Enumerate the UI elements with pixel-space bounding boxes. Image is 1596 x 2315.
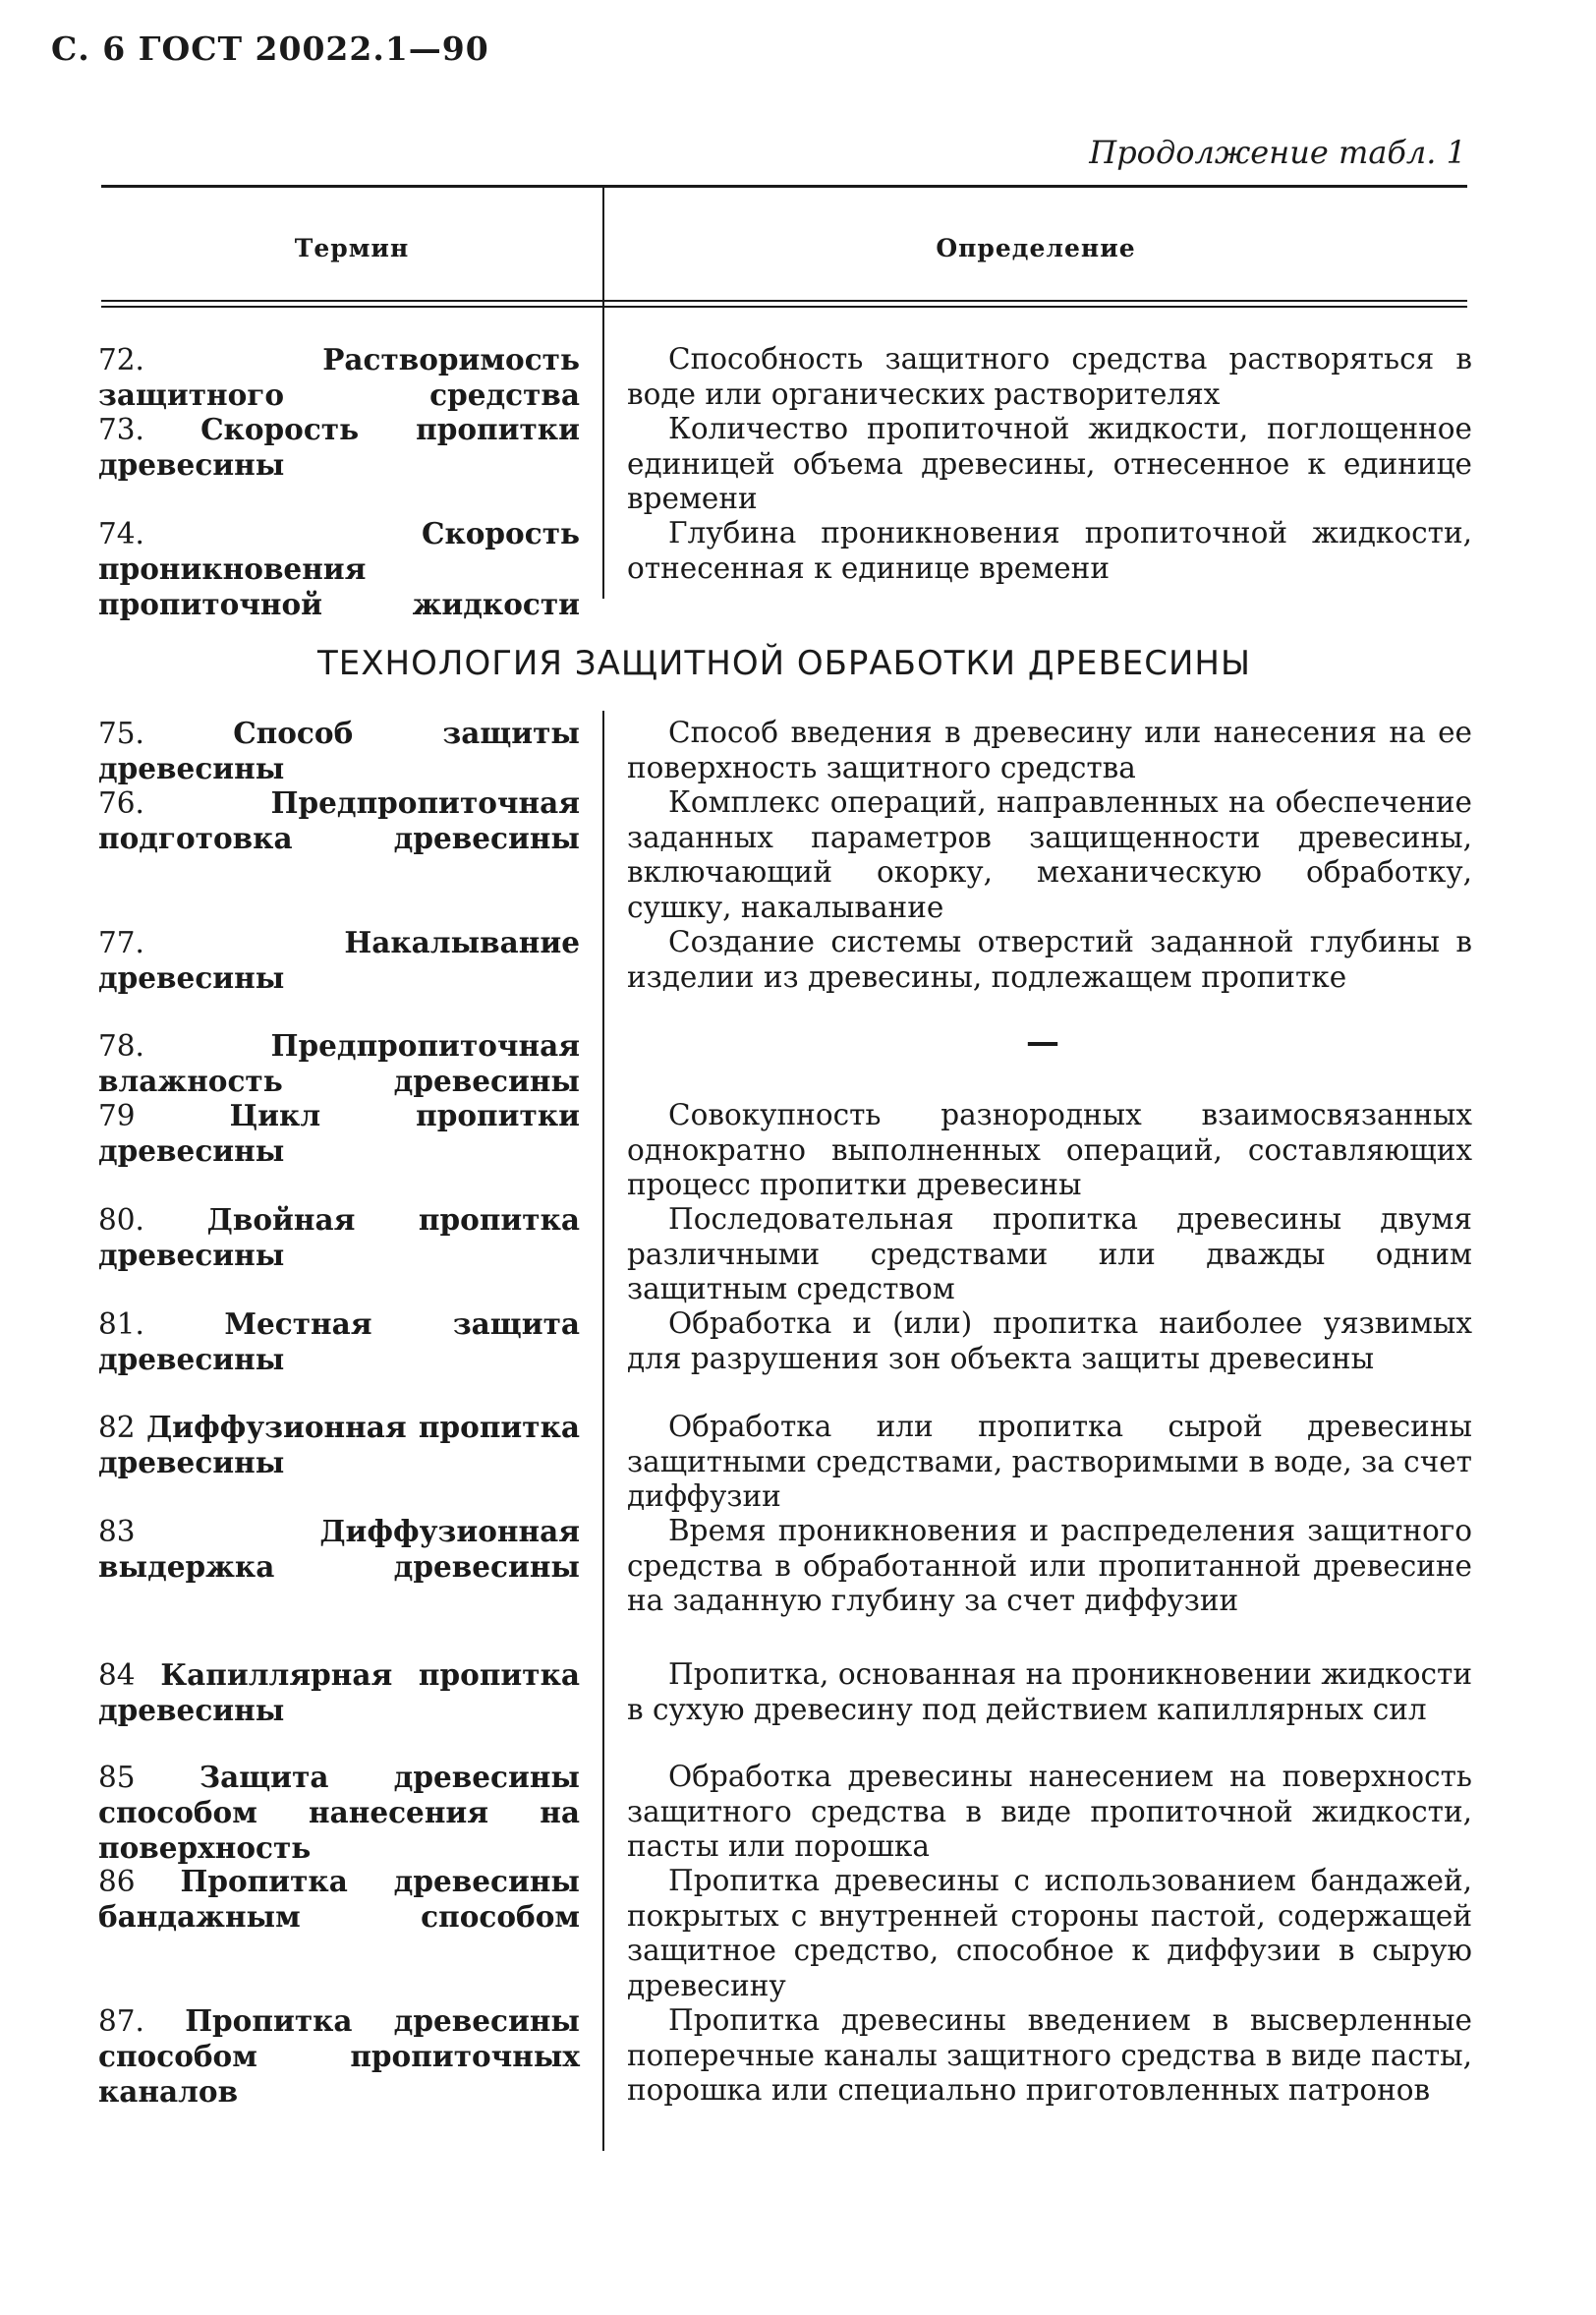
definition-cell: Совокупность разнородных взаимосвязанных однократно выполненных операций, составляющих процесс пропитки древесины xyxy=(627,1098,1472,1201)
term-number: 74. xyxy=(98,517,144,550)
definition-cell: Пропитка древесины введением в высверленные поперечные каналы защитного средства в виде пасты, порошка или специально приготовленных патронов xyxy=(627,2003,1472,2107)
term-number: 85 xyxy=(98,1761,136,1794)
term-number: 78. xyxy=(98,1029,144,1063)
definition-cell: Способ введения в древесину или нанесения на ее поверхность защитного средства xyxy=(627,716,1472,784)
term-cell xyxy=(98,412,580,517)
definition-cell: Пропитка древесины с использованием бандажей, покрытых с внутренней стороны пастой, содержащей защитное средство, способное к диффузии в сырую древесину xyxy=(627,1864,1472,2002)
term-text: Диффузионная пропитка древесины xyxy=(98,1410,580,1479)
definition-cell: Создание системы отверстий заданной глубины в изделии из древесины, подлежащем пропитке xyxy=(627,925,1472,994)
term-number: 79 xyxy=(98,1099,136,1132)
term-text: Способ защиты древесины xyxy=(98,716,580,785)
term-cell xyxy=(98,1864,580,1969)
term-cell xyxy=(98,1202,580,1307)
term-cell xyxy=(98,925,580,1030)
table-continuation-label: Продолжение табл. 1 xyxy=(1089,134,1466,171)
definition-cell: Количество пропиточной жидкости, поглощенное единицей объема древесины, отнесенное к единице времени xyxy=(627,412,1472,515)
term-text: Капиллярная пропитка древесины xyxy=(98,1657,580,1727)
term-text: Диффузионная выдержка древесины xyxy=(98,1514,580,1584)
section-title: ТЕХНОЛОГИЯ ЗАЩИТНОЙ ОБРАБОТКИ ДРЕВЕСИНЫ xyxy=(317,644,1251,683)
term-number: 84 xyxy=(98,1658,136,1692)
definition-cell: Время проникновения и распределения защитного средства в обработанной или пропитанной древесине на заданную глубину за счет диффузии xyxy=(627,1514,1472,1617)
definition-cell: Пропитка, основанная на проникновении жидкости в сухую древесину под действием капиллярных сил xyxy=(627,1657,1472,1726)
term-number: 75. xyxy=(98,717,144,750)
term-number: 82 xyxy=(98,1411,136,1444)
term-text: Растворимость защитного средства xyxy=(98,342,580,412)
definition-cell: Последовательная пропитка древесины двумя различными средствами или дважды одним защитным средством xyxy=(627,1202,1472,1305)
term-number: 73. xyxy=(98,413,144,446)
term-number: 76. xyxy=(98,786,144,820)
column-divider-main xyxy=(602,711,604,2151)
term-text: Пропитка древесины способом пропиточных каналов xyxy=(98,2003,580,2109)
term-cell xyxy=(98,1306,580,1412)
term-text: Местная защита древесины xyxy=(98,1306,580,1376)
term-cell xyxy=(98,1098,580,1203)
term-number: 80. xyxy=(98,1203,144,1237)
term-text: Скорость пропитки древесины xyxy=(98,412,580,482)
column-divider-top xyxy=(602,188,604,599)
term-text: Двойная пропитка древесины xyxy=(98,1202,580,1272)
term-cell xyxy=(98,1410,580,1515)
term-cell xyxy=(98,1657,580,1763)
term-number: 86 xyxy=(98,1865,136,1898)
page-header: С. 6 ГОСТ 20022.1—90 xyxy=(51,29,489,68)
term-cell xyxy=(98,1514,580,1619)
term-number: 83 xyxy=(98,1515,136,1548)
definition-cell: Обработка древесины нанесением на поверхность защитного средства в виде пропиточной жидкости, пасты или порошка xyxy=(627,1760,1472,1863)
definition-cell: Глубина проникновения пропиточной жидкости, отнесенная к единице времени xyxy=(627,516,1472,585)
term-text: Защита древесины способом нанесения на поверхность xyxy=(98,1760,580,1865)
table-header-rule xyxy=(101,300,1467,302)
term-number: 77. xyxy=(98,926,144,959)
term-number: 72. xyxy=(98,343,144,376)
definition-cell: Комплекс операций, направленных на обеспечение заданных параметров защищенности древесины, включающий окорку, механическую обработку, сушку, накалывание xyxy=(627,785,1472,924)
column-header-term: Термин xyxy=(294,234,410,262)
definition-dash: — xyxy=(1026,1022,1059,1062)
definition-cell: Обработка или пропитка сырой древесины защитными средствами, растворимыми в воде, за счет диффузии xyxy=(627,1410,1472,1513)
term-number: 81. xyxy=(98,1307,144,1341)
term-text: Предпропиточная подготовка древесины xyxy=(98,785,580,855)
term-cell xyxy=(98,2003,580,2144)
table-header-rule-2 xyxy=(101,306,1467,308)
term-text: Цикл пропитки древесины xyxy=(98,1098,580,1168)
definition-cell: Способность защитного средства растворяться в воде или органических растворителях xyxy=(627,342,1472,411)
term-text: Предпропиточная влажность древесины xyxy=(98,1028,580,1098)
term-cell xyxy=(98,785,580,891)
table-top-rule xyxy=(101,185,1467,188)
definition-cell: Обработка и (или) пропитка наиболее уязвимых для разрушения зон объекта защиты древесины xyxy=(627,1306,1472,1375)
term-text: Пропитка древесины бандажным способом xyxy=(98,1864,580,1934)
term-cell xyxy=(98,516,580,657)
term-number: 87. xyxy=(98,2004,144,2038)
column-header-definition: Определение xyxy=(936,234,1136,262)
term-text: Скорость проникновения пропиточной жидкости xyxy=(98,516,580,621)
term-text: Накалывание древесины xyxy=(98,925,580,995)
